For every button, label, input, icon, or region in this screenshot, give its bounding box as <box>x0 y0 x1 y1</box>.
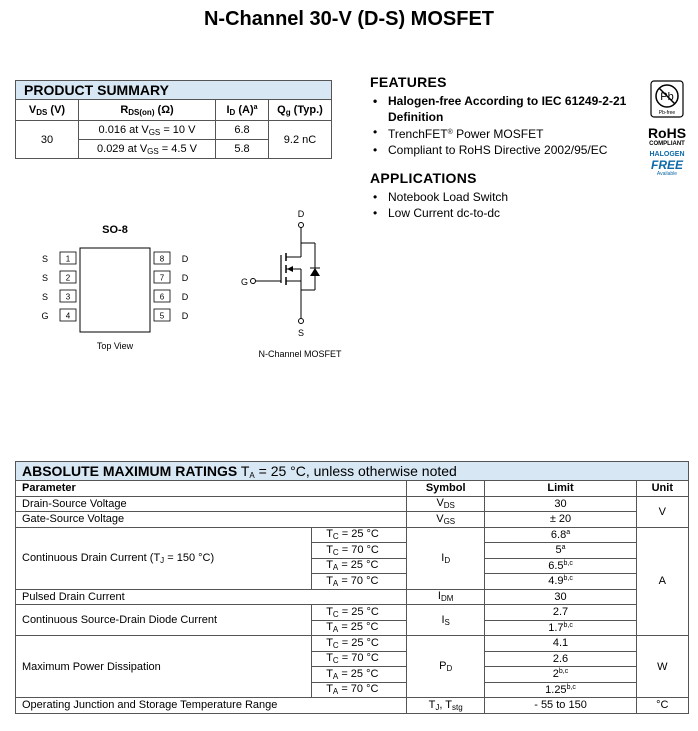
col-rds: $R_{DS(on)}$ (Ω) <box>79 100 216 121</box>
table-row: Continuous Source-Drain Diode Current $T_C = 25$ °C $I_S$ 2.7 <box>16 605 689 621</box>
so8-package-diagram <box>30 240 200 340</box>
gate-terminal <box>251 279 256 284</box>
amr-heading: ABSOLUTE MAXIMUM RATINGS $T_A = 25$ °C, unless otherwise noted <box>16 462 689 481</box>
free-label: FREE <box>650 158 683 172</box>
id-row-1: 6.8 <box>216 121 269 140</box>
absolute-maximum-ratings-table <box>15 461 689 714</box>
pin-7 <box>154 271 189 283</box>
pin-label: D <box>181 311 189 321</box>
table-row: Operating Junction and Storage Temperature Range $T_J$, $T_{stg}$ - 55 to 150 °C <box>16 698 689 714</box>
source-label: S <box>297 328 305 338</box>
pin-label: D <box>181 273 189 283</box>
available-label: Available <box>656 171 678 177</box>
list-item: • Halogen-free According to IEC 61249-2-21 Definition <box>370 94 640 125</box>
col-id: $I_D$ $(A)^a$ <box>216 100 269 121</box>
badges <box>646 80 688 177</box>
pin-label: G <box>41 311 49 321</box>
page-title: N-Channel 30-V (D-S) MOSFET <box>203 8 494 30</box>
drain-terminal <box>299 223 304 228</box>
vds-value: 30 <box>16 121 79 159</box>
schematic-caption: N-Channel MOSFET <box>258 349 342 359</box>
mosfet-schematic <box>235 205 345 340</box>
col-vds: $V_{DS}$ (V) <box>16 100 79 121</box>
col-parameter: Parameter <box>16 481 407 497</box>
col-limit: Limit <box>485 481 636 497</box>
body-diode-icon <box>310 268 320 276</box>
source-terminal <box>299 319 304 324</box>
col-symbol: Symbol <box>406 481 485 497</box>
applications-heading: APPLICATIONS <box>370 170 477 186</box>
rds-row-1: 0.016 at $V_{GS} = 10$ V <box>79 121 216 140</box>
product-summary-table <box>15 80 332 159</box>
pin-label: S <box>41 292 49 302</box>
drain-label: D <box>297 209 305 219</box>
table-row: Gate-Source Voltage $V_{GS}$ ± 20 <box>16 512 689 528</box>
col-qg: $Q_g$ (Typ.) <box>269 100 332 121</box>
col-unit: Unit <box>636 481 688 497</box>
pin-label: S <box>41 273 49 283</box>
pin-8 <box>154 252 189 264</box>
package-body <box>80 248 150 332</box>
pin-2 <box>42 271 76 283</box>
pin-number: 3 <box>65 292 71 302</box>
pin-number: 6 <box>159 292 165 302</box>
pin-5 <box>154 309 189 321</box>
pin-number: 2 <box>65 273 71 283</box>
pb-free-icon <box>650 80 684 118</box>
pin-label: S <box>41 254 49 264</box>
table-row: Drain-Source Voltage $V_{DS}$ 30 V <box>16 496 689 512</box>
pin-number: 4 <box>65 311 71 321</box>
list-item: • Notebook Load Switch <box>370 190 640 206</box>
pin-6 <box>154 290 189 302</box>
pin-number: 5 <box>159 311 165 321</box>
product-summary-heading: PRODUCT SUMMARY <box>16 81 332 100</box>
pin-label: D <box>181 254 189 264</box>
applications-list <box>370 190 640 221</box>
qg-value: 9.2 nC <box>269 121 332 159</box>
table-row: $T_C = 70$ °C 2.6 <box>16 651 689 667</box>
rohs-compliant: COMPLIANT <box>649 141 685 147</box>
table-row: Pulsed Drain Current $I_{DM}$ 30 <box>16 589 689 605</box>
package-name: SO-8 <box>102 224 128 236</box>
rohs-label: RoHS <box>647 125 687 141</box>
list-item: • Compliant to RoHS Directive 2002/95/EC <box>370 143 640 159</box>
table-row: $T_A = 25$ °C 1.7$^{b,c}$ <box>16 620 689 636</box>
pin-number: 1 <box>65 254 71 264</box>
table-row: $T_A = 25$ °C 6.5$^{b,c}$ <box>16 558 689 574</box>
pin-3 <box>42 290 76 302</box>
table-row: $T_A = 25$ °C 2$^{b,c}$ <box>16 667 689 683</box>
pin-label: D <box>181 292 189 302</box>
table-row: Maximum Power Dissipation $T_C = 25$ °C $P_D$ 4.1 W <box>16 636 689 652</box>
pin-number: 7 <box>159 273 165 283</box>
pin-4 <box>41 309 76 321</box>
halogen-label: HALOGEN <box>649 151 685 158</box>
list-item: • Low Current dc-to-dc <box>370 206 640 222</box>
pin-1 <box>42 252 76 264</box>
features-heading: FEATURES <box>370 74 447 90</box>
gate-label: G <box>241 277 249 287</box>
svg-text:Pb-free: Pb-free <box>658 110 676 116</box>
svg-text:Pb: Pb <box>660 91 674 103</box>
list-item: • TrenchFET® Power MOSFET <box>370 125 640 143</box>
table-row: $T_A = 70$ °C 1.25$^{b,c}$ <box>16 682 689 698</box>
table-row: $T_A = 70$ °C 4.9$^{b,c}$ <box>16 574 689 590</box>
pin-number: 8 <box>159 254 165 264</box>
table-row: Continuous Drain Current ($T_J = 150$ °C) $T_C = 25$ °C $I_D$ 6.8$^a$ A <box>16 527 689 543</box>
features-list <box>370 94 640 158</box>
rds-row-2: 0.029 at $V_{GS} = 4.5$ V <box>79 140 216 159</box>
id-row-2: 5.8 <box>216 140 269 159</box>
table-row: $T_C = 70$ °C 5$^a$ <box>16 543 689 559</box>
package-caption: Top View <box>96 341 134 351</box>
